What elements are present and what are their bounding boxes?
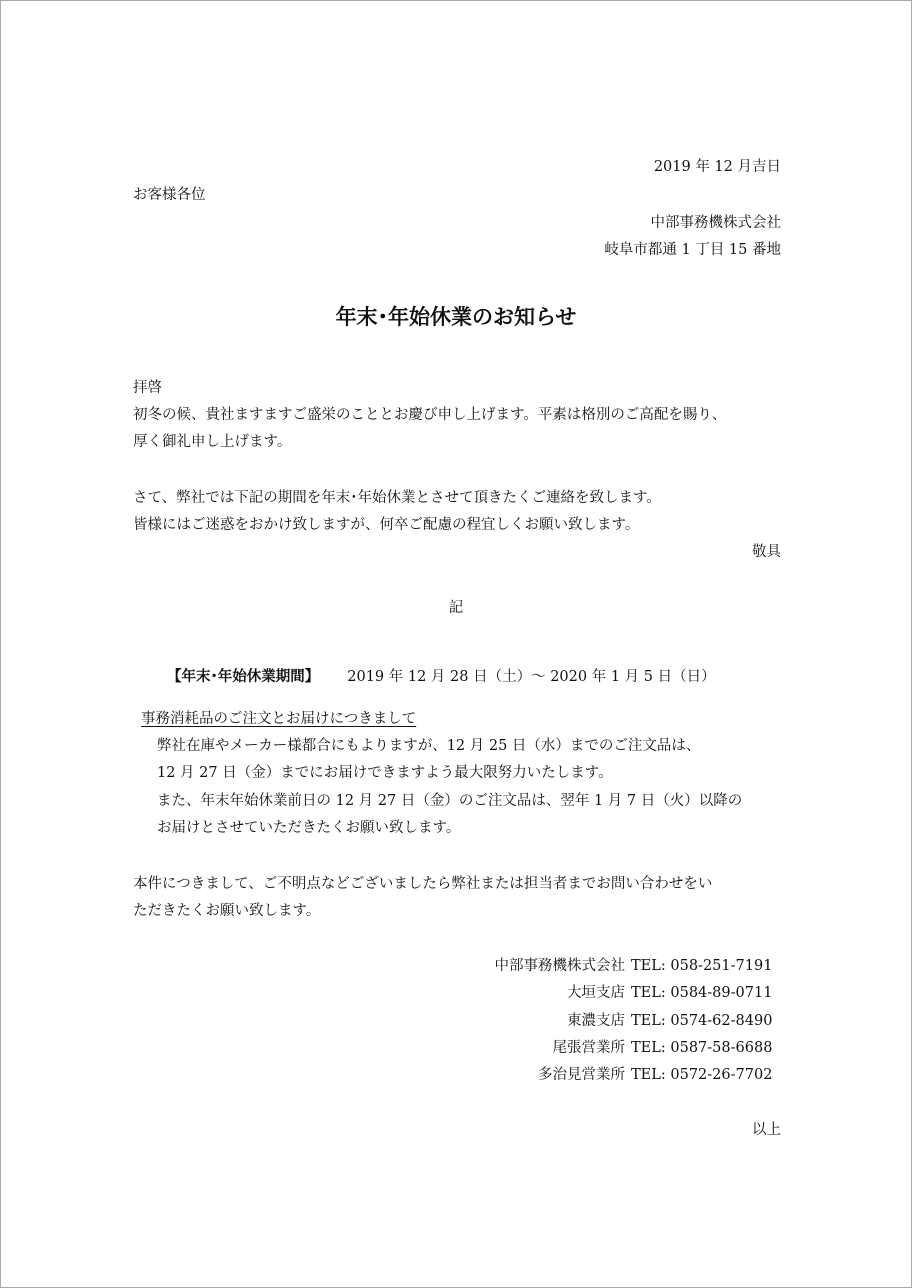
contact-tel: TEL: 0587-58-6688 (631, 1040, 773, 1056)
contact-tel: TEL: 0572-26-7702 (631, 1067, 773, 1083)
holiday-period (167, 667, 716, 687)
inquiry-line-1: 本件につきまして、ご不明点などございましたら弊社または担当者までお問い合わせをい (133, 876, 713, 892)
contact-name: 東濃支店 (567, 1013, 625, 1029)
orders-line-2: 12 月 27 日（金）までにお届けできますよう最大限努力いたします。 (157, 765, 613, 781)
contact-name: 多治見営業所 (538, 1067, 625, 1083)
contact-tel: TEL: 0574-62-8490 (631, 1013, 773, 1029)
contact-tel: TEL: 0584-89-0711 (631, 985, 773, 1001)
contact-row (567, 1011, 781, 1031)
orders-line-3: また、年末年始休業前日の 12 月 27 日（金）のご注文品は、翌年 1 月 7 日（火）以降の (157, 793, 743, 809)
holiday-period-label: 【年末･年始休業期間】 (167, 669, 320, 685)
letter-date: 2019 年 12 月吉日 (653, 159, 781, 175)
recipient: お客様各位 (133, 187, 206, 203)
contact-row (538, 1065, 781, 1085)
contact-name: 中部事務機株式会社 (494, 958, 625, 974)
closing-ijou: 以上 (752, 1122, 781, 1138)
body-line-2: 皆様にはご迷惑をおかけ致しますが、何卒ご配慮の程宜しくお願い致します。 (133, 517, 640, 533)
contact-row (495, 956, 782, 976)
orders-line-4: お届けとさせていただきたくお願い致します。 (157, 820, 461, 836)
greeting-line-2: 厚く御礼申し上げます。 (133, 434, 292, 450)
closing-keigu: 敬具 (752, 544, 781, 560)
contact-row (567, 983, 781, 1003)
holiday-period-value: 2019 年 12 月 28 日（土）～ 2020 年 1 月 5 日（日） (347, 669, 716, 685)
document-title: 年末･年始休業のお知らせ (335, 305, 577, 329)
orders-line-1: 弊社在庫やメーカー様都合にもよりますが、12 月 25 日（水）までのご注文品は、 (157, 738, 701, 754)
ki-heading: 記 (448, 600, 464, 616)
greeting-line-1: 初冬の候、貴社ますますご盛栄のこととお慶び申し上げます。平素は格別のご高配を賜り、 (133, 407, 727, 423)
orders-heading: 事務消耗品のご注文とお届けにつきまして (141, 711, 417, 727)
contact-name: 尾張営業所 (552, 1040, 625, 1056)
inquiry-line-2: ただきたくお願い致します。 (133, 903, 321, 919)
contact-name: 大垣支店 (567, 985, 625, 1001)
body-line-1: さて、弊社では下記の期間を年末･年始休業とさせて頂きたくご連絡を致します。 (133, 490, 661, 506)
sender-address: 岐阜市都通 1 丁目 15 番地 (604, 242, 781, 258)
contact-row (553, 1038, 782, 1058)
greeting-opening: 拝啓 (133, 380, 162, 396)
contact-tel: TEL: 058-251-7191 (631, 958, 773, 974)
sender-company: 中部事務機株式会社 (650, 215, 781, 231)
